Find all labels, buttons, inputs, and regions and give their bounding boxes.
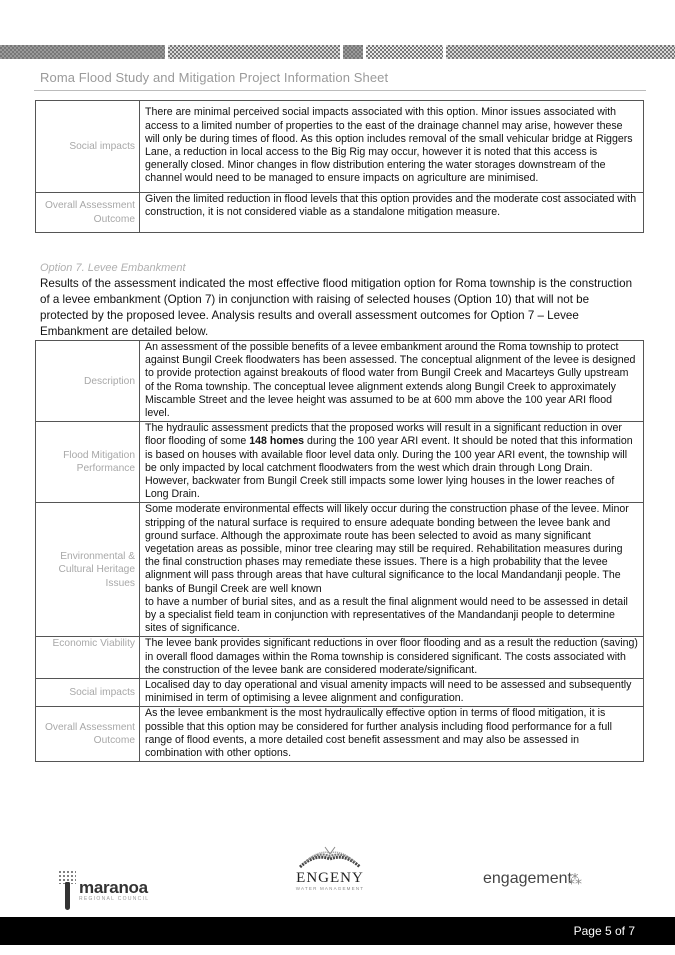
- row-text: The hydraulic assessment predicts that the proposed works will result in a significant reduction in over floor flooding of some: [145, 422, 622, 448]
- table-row: [36, 637, 644, 679]
- table-row: [36, 503, 644, 637]
- maranoa-subtitle: REGIONAL COUNCIL: [79, 895, 150, 902]
- flourish-icon: ⁂: [567, 870, 582, 887]
- row-label: Description: [36, 341, 140, 422]
- engagement-name: engagement: [483, 870, 572, 887]
- engeny-logo: [295, 845, 365, 891]
- footer-bar: [0, 917, 675, 945]
- row-value: There are minimal perceived social impacts associated with this option. Minor issues associated with access to a limited number of properties to the east of the drainage channel may arise, however these will only be during times of flood. As this option includes removal of the small vehicular bridge at Riggers Lane, a reduction in local access to the Big Rig may occur, however it is noted that this access is generally closed. Minor changes in flow distribution entering the water storages downstream of the channel would need to be managed to ensure impacts on agriculture are minimised.: [140, 101, 644, 193]
- option-assessment-table-continued: [35, 100, 644, 233]
- row-label: Flood Mitigation Performance: [36, 422, 140, 503]
- section-intro-paragraph: Results of the assessment indicated the most effective flood mitigation option for Roma township is the construction of a levee embankment (Option 7) in conjunction with raising of selected houses (Option 10) that will not be protected by the proposed levee. Analysis results and overall assessment outcomes for Option 7 – Levee Embankment are detailed below.: [40, 277, 633, 338]
- header-banner: [0, 45, 675, 59]
- row-value: Given the limited reduction in flood levels that this option provides and the moderate cost associated with construction, it is not considered viable as a standalone mitigation measure.: [140, 193, 644, 233]
- engeny-subtitle: WATER MANAGEMENT: [295, 886, 365, 891]
- row-text: Some moderate environmental effects will likely occur during the construction phase of the levee. Minor stripping of the natural surface is required to ensure adequate bonding between the levee bank and ground surface. Although the approximate route has been selected to avoid as many significant vegetation areas as possible, minor tree clearing may still be required. Rehabilitation measures during the final construction phases may remediate these issues. There is a high probability that the levee alignment will pass through areas that have cultural significance to the local Mandandanji people. The banks of Bungil Creek are well known: [145, 503, 629, 595]
- banner-segment: [168, 45, 340, 59]
- row-value: [140, 422, 644, 503]
- row-label: Economic Viability: [36, 637, 140, 679]
- engagement-logo: [483, 870, 582, 888]
- table-row: [36, 707, 644, 762]
- page-number: Page 5 of 7: [573, 924, 635, 938]
- tree-icon: [58, 870, 76, 910]
- row-value: An assessment of the possible benefits of a levee embankment around the Roma township to protect against Bungil Creek floodwaters has been assessed. The conceptual alignment of the levee is designed to provide protection against breakouts of flood water from Bungil Creek and Macarteys Gully upstream of the Roma township. The conceptual levee alignment extends along Bungil Creek to approximately Miscamble Street and the levee height was assumed to be at 600 mm above the 100 year ARI flood level.: [140, 341, 644, 422]
- table-row: [36, 101, 644, 193]
- wave-icon: [295, 845, 365, 871]
- table-row: [36, 422, 644, 503]
- row-label: Environmental & Cultural Heritage Issues: [36, 503, 140, 637]
- table-row: [36, 193, 644, 233]
- engeny-name: ENGENY: [296, 870, 364, 886]
- banner-segment: [0, 45, 165, 59]
- maranoa-logo: [58, 870, 149, 910]
- row-value: The levee bank provides significant reductions in over floor flooding and as a result the reduction (saving) in overall flood damages within the Roma township is considered significant. The costs associated with the construction of the levee bank are considered moderate/significant.: [140, 637, 644, 679]
- row-value: [140, 503, 644, 637]
- row-text: during the 100 year ARI event. It should be noted that this information is based on houses with available floor level data only. During the 100 year ARI event, the township will be only impacted by local catchment floodwaters from the west which drain through Long Drain. However, backwater from Bungil Creek still impacts some lower lying houses in the lower reaches of Long Drain.: [145, 435, 633, 501]
- row-value: As the levee embankment is the most hydraulically effective option in terms of flood mitigation, it is possible that this option may be considered for further analysis including flood performance for a full range of flood events, a more detailed cost benefit assessment and may also be assessed in combination with other options.: [140, 707, 644, 762]
- row-label: Social impacts: [36, 101, 140, 193]
- row-label: Overall Assessment Outcome: [36, 193, 140, 233]
- section-heading: Option 7. Levee Embankment: [40, 262, 186, 274]
- banner-segment: [343, 45, 363, 59]
- table-row: [36, 679, 644, 707]
- row-text: to have a number of burial sites, and as a result the final alignment would need to be assessed in detail by a specialist field team in conjunction with representatives of the Mandandanji people to determine sites of significance.: [145, 595, 628, 635]
- maranoa-name: maranoa: [79, 877, 148, 897]
- table-row: [36, 341, 644, 422]
- homes-count: 148 homes: [249, 435, 304, 448]
- document-title: Roma Flood Study and Mitigation Project Information Sheet: [40, 70, 389, 85]
- row-label: Overall Assessment Outcome: [36, 707, 140, 762]
- row-value: Localised day to day operational and visual amenity impacts will need to be assessed and subsequently minimised in term of optimising a levee alignment and configuration.: [140, 679, 644, 707]
- banner-segment: [446, 45, 675, 59]
- title-divider: [34, 90, 646, 91]
- row-label: Social impacts: [36, 679, 140, 707]
- banner-segment: [366, 45, 443, 59]
- levee-assessment-table: [35, 340, 644, 762]
- partner-logos: [0, 845, 675, 915]
